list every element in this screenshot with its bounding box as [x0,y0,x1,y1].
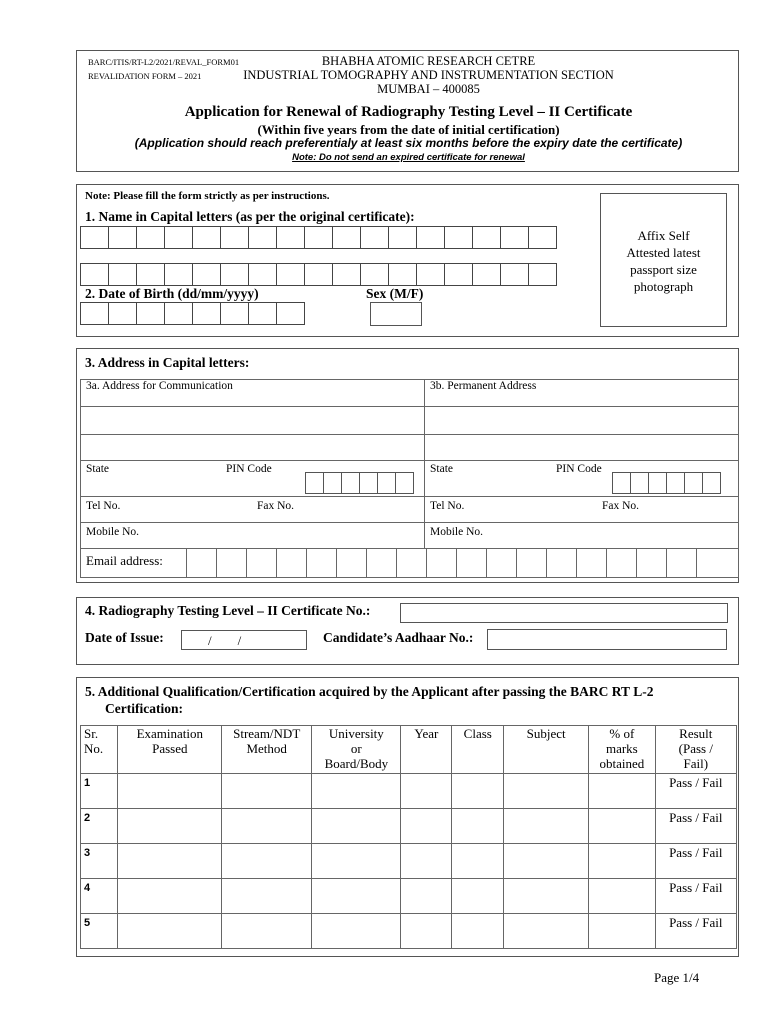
comm-address-line[interactable] [81,435,425,461]
qual-input-cell[interactable] [312,879,401,914]
result-cell[interactable]: Pass / Fail [655,774,736,809]
table-row [81,809,737,844]
city: MUMBAI – 400085 [377,82,480,96]
qual-input-cell[interactable] [401,879,452,914]
perm-tel-label: Tel No. [430,500,465,512]
comm-pin-label: PIN Code [226,463,272,475]
qual-input-cell[interactable] [312,774,401,809]
qual-input-cell[interactable] [118,879,222,914]
date-of-issue-input[interactable] [181,630,307,650]
photo-line-4: photograph [633,279,694,294]
form-subtitle: (Within five years from the date of initial certification) [257,122,560,137]
note-expired: Note: Do not send an expired certificate for renewal [292,152,525,163]
qual-input-cell[interactable] [222,844,312,879]
qual-input-cell[interactable] [589,844,655,879]
email-label: Email address: [86,553,163,568]
qual-input-cell[interactable] [222,809,312,844]
perm-address-line[interactable] [425,407,739,435]
reval-code: REVALIDATION FORM – 2021 [88,71,202,81]
result-cell[interactable]: Pass / Fail [655,809,736,844]
qual-input-cell[interactable] [222,879,312,914]
qual-input-cell[interactable] [504,809,589,844]
comm-pin-cells[interactable] [305,472,413,497]
qual-input-cell[interactable] [312,914,401,949]
photo-line-3: passport size [630,262,697,277]
sex-input[interactable] [370,302,422,326]
qual-input-cell[interactable] [401,914,452,949]
table-row [81,879,737,914]
sex-label: Sex (M/F) [366,286,424,301]
form-title: Application for Renewal of Radiography Testing Level – II Certificate [184,104,633,120]
table-row [81,844,737,879]
section-name: INDUSTRIAL TOMOGRAPHY AND INSTRUMENTATION SECTION [243,68,614,82]
qual-input-cell[interactable] [452,879,504,914]
result-cell[interactable]: Pass / Fail [655,844,736,879]
qual-input-cell[interactable] [401,809,452,844]
perm-state-pin[interactable] [425,461,739,497]
result-cell[interactable]: Pass / Fail [655,879,736,914]
qual-input-cell[interactable] [401,774,452,809]
qual-header-cell: University or Board/Body [312,726,401,774]
dob-label: 2. Date of Birth (dd/mm/yyyy) [85,286,259,301]
header-box [76,50,739,172]
comm-state-pin[interactable] [81,461,425,497]
cert-no-input[interactable] [400,603,728,623]
qual-input-cell[interactable] [118,914,222,949]
personal-details-box [76,184,739,337]
result-cell[interactable]: Pass / Fail [655,914,736,949]
name-label: 1. Name in Capital letters (as per the original certificate): [85,209,415,224]
qual-header-cell: Examination Passed [118,726,222,774]
serial-number: 1 [81,774,118,809]
serial-number: 3 [81,844,118,879]
comm-tel-label: Tel No. [86,500,121,512]
name-row-1[interactable] [80,226,556,249]
photo-line-2: Attested latest [626,245,701,260]
perm-tel-fax[interactable] [425,497,739,523]
date-separators: / / [208,633,242,648]
comm-address-label: 3a. Address for Communication [81,380,425,407]
address-box [76,348,739,583]
perm-mobile[interactable]: Mobile No. [425,523,739,549]
aadhaar-label: Candidate’s Aadhaar No.: [323,630,474,645]
perm-pin-label: PIN Code [556,463,602,475]
serial-number: 5 [81,914,118,949]
qual-header-cell: Subject [504,726,589,774]
address-title: 3. Address in Capital letters: [85,355,250,370]
page-number: Page 1/4 [654,970,700,985]
qual-input-cell[interactable] [118,844,222,879]
perm-pin-cells[interactable] [612,472,720,497]
qual-input-cell[interactable] [452,844,504,879]
qual-input-cell[interactable] [222,774,312,809]
serial-number: 4 [81,879,118,914]
form-code: BARC/ITIS/RT-L2/2021/REVAL_FORM01 [88,57,240,67]
qual-input-cell[interactable] [589,914,655,949]
address-table [80,379,739,578]
perm-address-label: 3b. Permanent Address [425,380,739,407]
qual-header-cell: Sr. No. [81,726,118,774]
table-row [81,914,737,949]
photo-box[interactable] [600,193,727,327]
qual-input-cell[interactable] [589,774,655,809]
comm-fax-label: Fax No. [257,500,295,512]
qualification-box [76,677,739,957]
qual-header-cell: Year [401,726,452,774]
qual-input-cell[interactable] [504,774,589,809]
qual-input-cell[interactable] [118,774,222,809]
photo-line-1: Affix Self [637,228,690,243]
qual-header-cell: Result (Pass / Fail) [655,726,736,774]
cert-no-label: 4. Radiography Testing Level – II Certificate No.: [85,603,371,618]
comm-state-label: State [86,463,109,475]
instruction: (Application should reach preferentialy at least six months before the expiry date the certificate) [134,136,683,150]
certificate-box [76,597,739,665]
qual-header-cell: % of marks obtained [589,726,655,774]
qual-header-cell: Stream/NDT Method [222,726,312,774]
qual-input-cell[interactable] [118,809,222,844]
comm-mobile[interactable]: Mobile No. [81,523,425,549]
date-of-issue-label: Date of Issue: [85,630,164,645]
comm-tel-fax[interactable] [81,497,425,523]
dob-cells[interactable] [80,302,304,325]
comm-address-line[interactable] [81,407,425,435]
qual-input-cell[interactable] [452,914,504,949]
name-row-2[interactable] [80,263,556,286]
table-row [81,774,737,809]
qual-title-line2: Certification: [105,701,183,716]
qual-input-cell[interactable] [452,809,504,844]
org-name: BHABHA ATOMIC RESEARCH CETRE [321,54,536,68]
serial-number: 2 [81,809,118,844]
qual-title-line1: 5. Additional Qualification/Certification acquired by the Applicant after passing the BARC RT L-2 [85,684,654,699]
qual-input-cell[interactable] [504,914,589,949]
qual-input-cell[interactable] [504,844,589,879]
perm-state-label: State [430,463,453,475]
fill-instruction-note: Note: Please fill the form strictly as per instructions. [85,190,330,202]
qual-input-cell[interactable] [312,809,401,844]
qual-header-cell: Class [452,726,504,774]
qualification-table [80,725,737,949]
email-row[interactable] [81,549,739,578]
perm-address-line[interactable] [425,435,739,461]
qual-input-cell[interactable] [312,844,401,879]
qual-input-cell[interactable] [504,879,589,914]
qual-input-cell[interactable] [452,774,504,809]
qual-input-cell[interactable] [589,879,655,914]
qual-input-cell[interactable] [401,844,452,879]
qual-input-cell[interactable] [589,809,655,844]
perm-fax-label: Fax No. [602,500,640,512]
qual-input-cell[interactable] [222,914,312,949]
aadhaar-input[interactable] [487,629,727,650]
